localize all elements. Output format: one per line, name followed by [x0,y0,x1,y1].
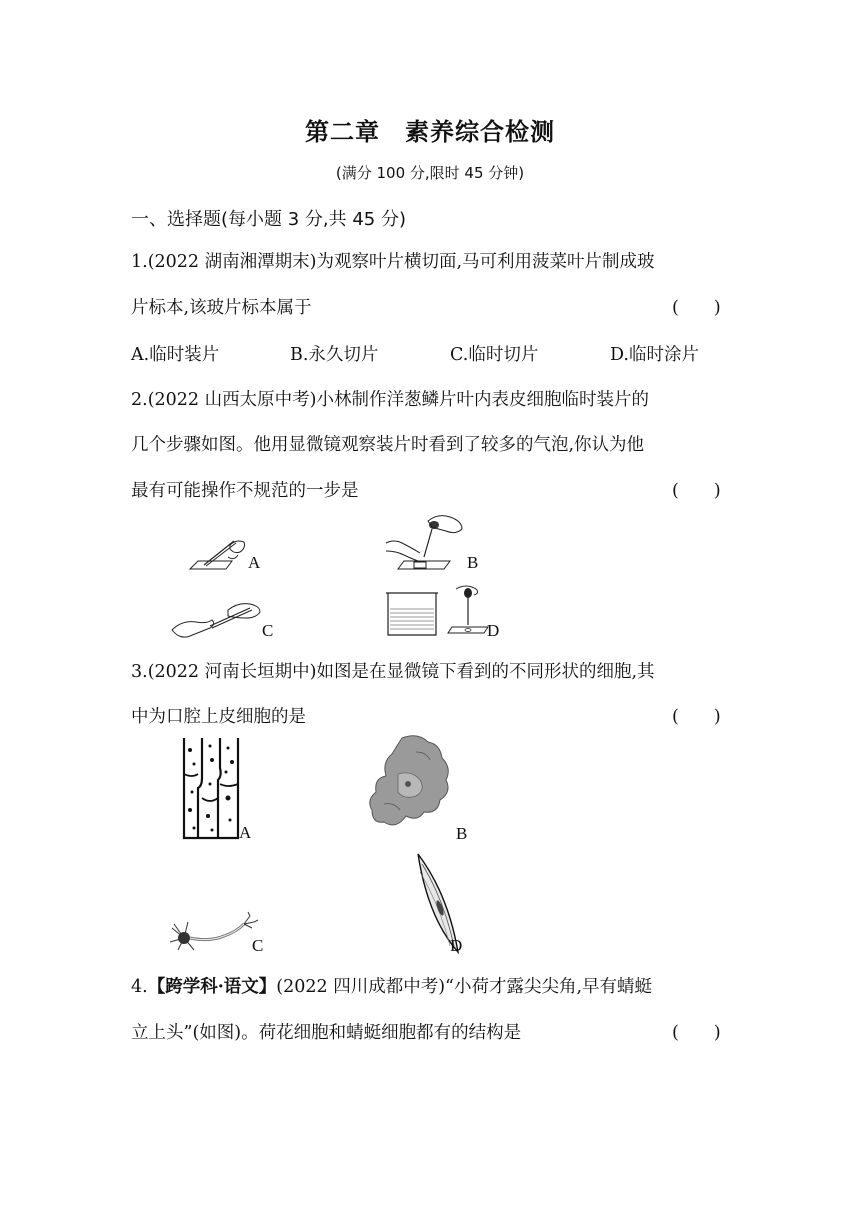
q2-label-a: A [248,553,261,572]
q1-option-b: B.永久切片 [290,345,379,365]
q3-stem-line2: 中为口腔上皮细胞的是 [131,707,306,727]
q2-figure-c-hands [170,600,262,640]
q3-figure-a-onion-cells [180,738,242,842]
q1-stem-line2: 片标本,该玻片标本属于 [131,298,312,318]
q3-stem-line1: 3.(2022 河南长垣期中)如图是在显微镜下看到的不同形状的细胞,其 [131,662,655,682]
q1-option-a: A.临时装片 [131,345,220,365]
q3-label-a: A [239,823,252,842]
q4-stem-line1: 4.【跨学科·语文】(2022 四川成都中考)“小荷才露尖尖角,早有蜻蜓 [131,977,653,997]
q1-option-c: C.临时切片 [450,345,539,365]
q1-option-d: D.临时涂片 [610,345,699,365]
page-title: 第二章 素养综合检测 [305,118,555,146]
q2-label-d: D [487,621,500,640]
q3-label-b: B [456,824,468,843]
q2-label-b: B [467,553,479,572]
q1-answer-blank: ( ) [672,298,721,318]
q3-label-d: D [450,936,463,955]
q2-stem-line1: 2.(2022 山西太原中考)小林制作洋葱鳞片叶内表皮细胞临时装片的 [131,390,649,410]
q1-stem-line1: 1.(2022 湖南湘潭期末)为观察叶片横切面,马可利用菠菜叶片制成玻 [131,252,655,272]
q3-figure-b-epithelial-cells [368,734,458,836]
q4-answer-blank: ( ) [672,1023,721,1043]
page-subtitle: (满分 100 分,限时 45 分钟) [335,164,525,182]
q2-answer-blank: ( ) [672,481,721,501]
q2-figure-a-slide-tweezers [186,535,248,575]
q2-figure-b-dropper [384,515,466,575]
q2-label-c: C [262,621,274,640]
q2-stem-line2: 几个步骤如图。他用显微镜观察装片时看到了较多的气泡,你认为他 [131,435,645,455]
q2-figure-d-beaker-dropper [384,585,496,641]
q3-label-c: C [252,936,264,955]
q3-figure-c-neuron [168,912,260,952]
q2-stem-line3: 最有可能操作不规范的一步是 [131,481,359,501]
section-heading: 一、选择题(每小题 3 分,共 45 分) [131,209,407,230]
q4-stem-line1-rest: (2022 四川成都中考)“小荷才露尖尖角,早有蜻蜓 [276,977,653,997]
q3-answer-blank: ( ) [672,707,721,727]
q4-subject-tag: 【跨学科·语文】 [147,977,277,997]
q4-stem-line2: 立上头”(如图)。荷花细胞和蜻蜓细胞都有的结构是 [131,1023,522,1043]
